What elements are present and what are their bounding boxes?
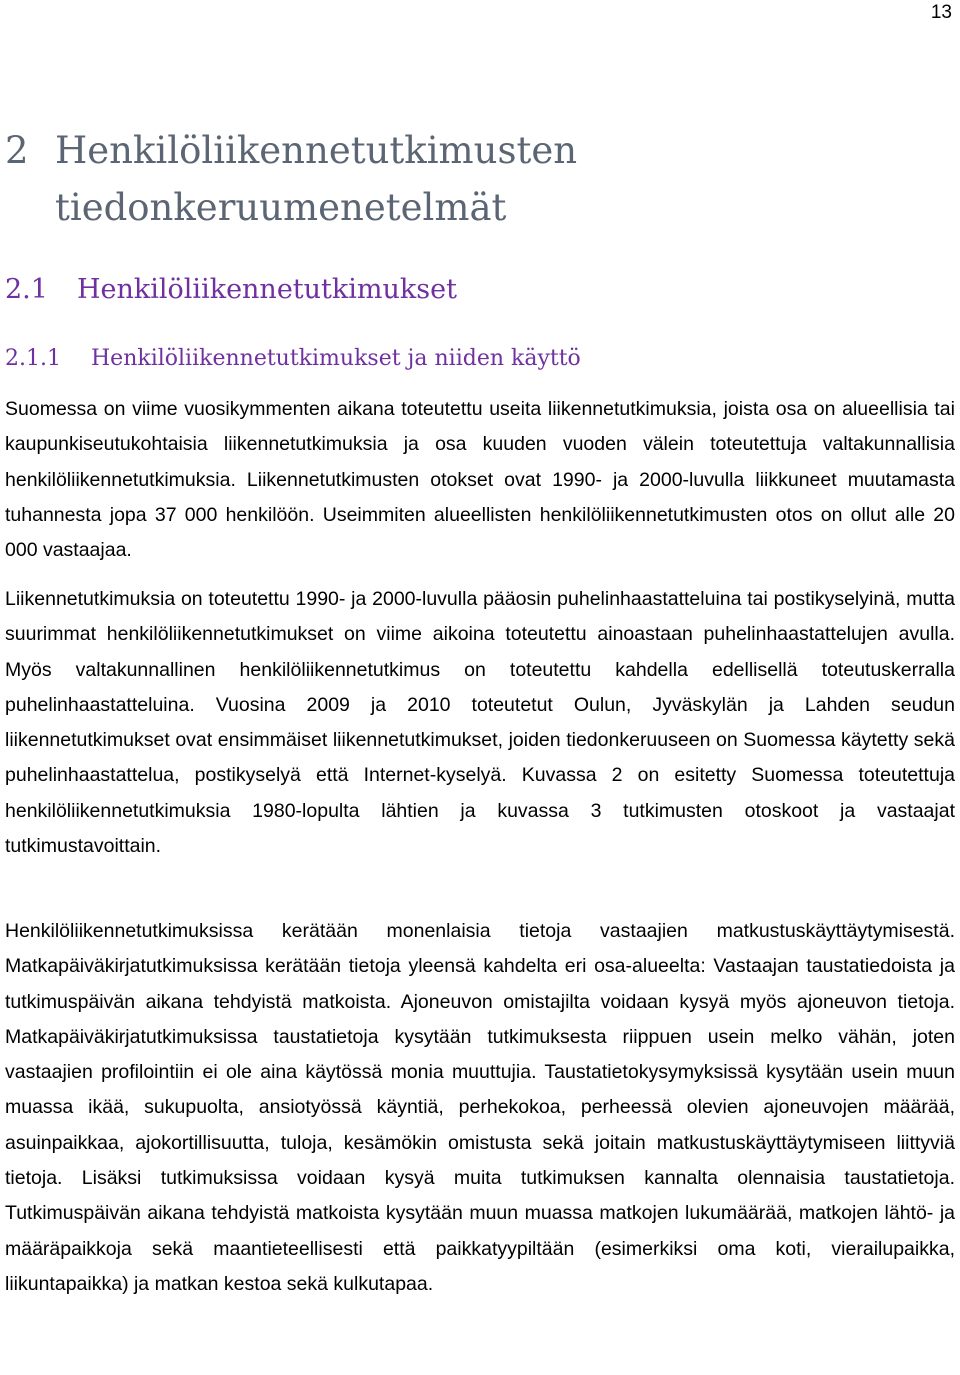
chapter-heading: [5, 122, 905, 236]
body-paragraph-2: Liikennetutkimuksia on toteutettu 1990- ja 2000-luvulla pääosin puhelinhaastatteluina tai postikyselyinä, mutta suurimmat henkilöliikennetutkimukset on viime aikoina toteutettu ainoastaan puhelinhaastattelujen avulla. Myös valtakunnallinen henkilöliikennetutkimus on toteutettu kahdella edellisellä toteutuskerralla puhelinhaastatteluina. Vuosina 2009 ja 2010 toteutetut Oulun, Jyväskylän ja Lahden seudun liikennetutkimukset ovat ensimmäiset liikennetutkimukset, joiden tiedonkeruuseen on Suomessa käytetty sekä puhelinhaastattelua, postikyselyä että Internet-kyselyä. Kuvassa 2 on esitetty Suomessa toteutettuja henkilöliikennetutkimuksia 1980-lopulta lähtien ja kuvassa 3 tutkimusten otoskoot ja vastaajat tutkimustavoittain.: [5, 588, 955, 858]
section-heading: [5, 272, 457, 308]
chapter-title-line-1: Henkilöliikennetutkimusten: [55, 129, 578, 172]
section-number: 2.1: [5, 274, 48, 305]
subsection-number: 2.1.1: [5, 346, 61, 371]
section-title: Henkilöliikennetutkimukset: [77, 274, 457, 305]
chapter-title-line-2: tiedonkeruumenetelmät: [55, 186, 507, 229]
page-number: 13: [930, 2, 952, 23]
chapter-number: 2: [5, 129, 29, 172]
subsection-heading: [5, 343, 581, 375]
body-paragraph-3: Henkilöliikennetutkimuksissa kerätään monenlaisia tietoja vastaajien matkustuskäyttäytymisestä. Matkapäiväkirjatutkimuksissa kerätään tietoja yleensä kahdelta eri osa-alueelta: Vastaajan taustatiedoista ja tutkimuspäivän aikana tehdyistä matkoista. Ajoneuvon omistajilta voidaan kysyä myös ajoneuvon tietoja. Matkapäiväkirjatutkimuksissa taustatietoja kysytään tutkimuksesta riippuen usein melko vähän, joten vastaajien profilointiin ei ole aina käytössä monia muuttujia. Taustatietokysymyksissä kysytään usein muun muassa ikää, sukupuolta, ansiotyössä käyntiä, perhekokoa, perheessä olevien ajoneuvojen määrää, asuinpaikkaa, ajokortillisuutta, tuloja, kesämökin omistusta sekä joitain matkustuskäyttäytymiseen liittyviä tietoja. Lisäksi tutkimuksissa voidaan kysyä muita tutkimuksen kannalta olennaisia taustatietoja. Tutkimuspäivän aikana tehdyistä matkoista kysytään muun muassa matkojen lukumäärää, matkojen lähtö- ja määräpaikkoja sekä maantieteellisesti että paikkatyypiltään (esimerkiksi oma koti, vierailupaikka, liikuntapaikka) ja matkan kestoa sekä kulkutapaa.: [5, 920, 955, 1295]
subsection-title: Henkilöliikennetutkimukset ja niiden käyttö: [91, 346, 581, 371]
body-paragraph-1: Suomessa on viime vuosikymmenten aikana toteutettu useita liikennetutkimuksia, joista osa on alueellisia tai kaupunkiseutukohtaisia liikennetutkimuksia ja osa kuuden vuoden välein toteutettuja valtakunnallisia henkilöliikennetutkimuksia. Liikennetutkimusten otokset ovat 1990- ja 2000-luvulla liikkuneet muutamasta tuhannesta jopa 37 000 henkilöön. Useimmiten alueellisten henkilöliikennetutkimusten otos on ollut alle 20 000 vastaajaa.: [5, 398, 955, 562]
